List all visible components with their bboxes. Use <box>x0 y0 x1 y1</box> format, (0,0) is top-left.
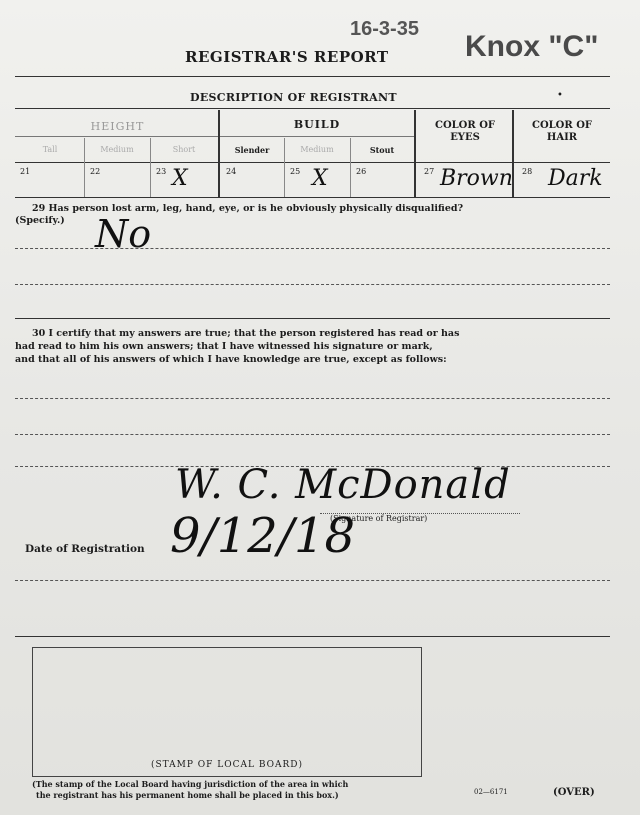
build-col-medium: Medium <box>300 145 334 154</box>
q29-answer: No <box>95 212 152 256</box>
cell-number: 23 <box>156 167 167 176</box>
cell-number: 24 <box>226 167 237 176</box>
cell-number: 22 <box>90 167 101 176</box>
specify-label: (Specify.) <box>15 215 65 226</box>
short-height-mark: X <box>172 166 188 191</box>
stamp-box-label: (STAMP OF LOCAL BOARD) <box>150 760 304 770</box>
height-header: HEIGHT <box>90 120 145 133</box>
stamp-note-line2: the registrant has his permanent home shall be placed in this box.) <box>36 790 339 800</box>
hair-header: COLOR OF HAIR <box>531 120 592 143</box>
height-col-medium: Medium <box>100 145 134 154</box>
question-30-line3: and that all of his answers of which I have knowledge are true, except as follows: <box>15 354 447 365</box>
form-number: 02—6171 <box>474 788 508 796</box>
eyes-header: COLOR OF EYES <box>434 120 495 143</box>
eyes-value: Brown <box>440 166 513 191</box>
registrar-signature: W. C. McDonald <box>175 462 511 508</box>
cell-number: 21 <box>20 167 31 176</box>
build-col-slender: Slender <box>234 145 270 155</box>
hair-value: Dark <box>548 166 603 191</box>
question-29: 29 Has person lost arm, leg, hand, eye, or is he obviously physically disqualified? <box>32 203 464 214</box>
stamp-note-line1: (The stamp of the Local Board having jurisdiction of the area in which <box>32 779 349 789</box>
cell-number: 25 <box>290 167 301 176</box>
over-label: (OVER) <box>553 787 595 798</box>
build-header: BUILD <box>293 118 341 131</box>
section-subtitle: DESCRIPTION OF REGISTRANT <box>190 91 397 104</box>
cell-number: 27 <box>424 167 435 176</box>
medium-build-mark: X <box>312 166 328 191</box>
page-title: REGISTRAR'S REPORT <box>185 48 389 66</box>
mark-dot: • <box>557 90 563 101</box>
stamp-box <box>32 647 422 777</box>
date-label: Date of Registration <box>25 543 145 555</box>
height-col-short: Short <box>172 145 196 154</box>
stamp-number: 16-3-35 <box>350 18 419 40</box>
question-30-line2: had read to him his own answers; that I have witnessed his signature or mark, <box>15 341 433 352</box>
county-stamp: Knox "C" <box>465 30 599 63</box>
build-col-stout: Stout <box>369 145 395 155</box>
cell-number: 26 <box>356 167 367 176</box>
divider <box>15 76 610 77</box>
height-col-tall: Tall <box>42 145 58 154</box>
signature-caption: (Signature of Registrar) <box>330 514 428 523</box>
question-30-line1: 30 I certify that my answers are true; that the person registered has read or has <box>32 328 460 339</box>
cell-number: 28 <box>522 167 533 176</box>
registration-date: 9/12/18 <box>170 508 356 564</box>
